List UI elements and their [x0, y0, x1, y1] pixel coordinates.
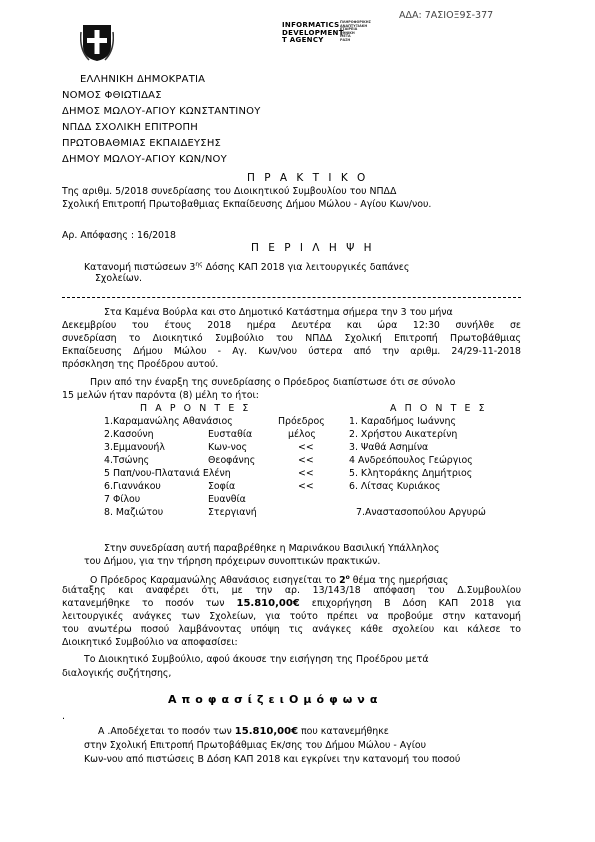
para4-line: διάταξης και αναφέρει ότι, με την αρ. 13/143/18 απόφαση του Δ.Συμβουλίου: [62, 585, 521, 596]
present-member-role: <<: [298, 481, 314, 492]
present-member-name: 6.Γιαννάκου: [104, 481, 161, 492]
present-member-first-name: Σοφία: [208, 481, 236, 492]
absent-member: 3. Ψαθά Ασημίνα: [349, 442, 429, 453]
para6-line: στην Σχολική Επιτροπή Πρωτοβάθμιας Εκ/σης του Δήμου Μώλου - Αγίου: [84, 740, 427, 751]
amount: 15.810,00€: [236, 598, 300, 609]
para5-line: Το Διοικητικό Συμβούλιο, αφού άκουσε την εισήγηση της Προέδρου μετά: [84, 654, 429, 665]
present-member-role: Πρόεδρος: [278, 416, 325, 427]
para4-line: λειτουργικές ανάγκες των Σχολείων, για τούτο πρέπει να προβούμε στην κατανομή: [62, 611, 521, 622]
perilipsi-line: Κατανομή πιστώσεων $3^{\eta\varsigma}$ Δόσης ΚΑΠ 2018 για λειτουργικές δαπάνες: [84, 261, 410, 274]
header-line: ΕΛΛΗΝΙΚΗ ΔΗΜΟΚΡΑΤΙΑ: [80, 74, 206, 85]
decision-heading: Α π ο φ α σ ί ζ ε ι Ο μ ό φ ω ν α: [168, 693, 378, 706]
praktiko-line: Σχολική Επιτροπή Πρωτοβαθμιας Εκπαίδευσης Δήμου Μώλου - Αγίου Κων/νου.: [62, 199, 432, 210]
present-member-role: <<: [298, 455, 314, 466]
present-member-role: <<: [298, 442, 314, 453]
para1-line: Εκπαίδευσης Δήμου Μώλου - Αγ. Κων/νου ύστερα από την αριθμ. 24/29-11-2018: [62, 346, 521, 357]
present-member-first-name: Ευσταθία: [208, 429, 253, 440]
perilipsi-line: Σχολείων.: [95, 273, 142, 284]
para4-line: κατανεμήθηκε το ποσόν των 15.810,00€ επιχορήγηση Β Δόση ΚΑΠ 2018 για: [62, 598, 522, 609]
present-member-first-name: Στεργιανή: [208, 507, 257, 518]
para6-line: Α .Αποδέχεται το ποσόν των 15.810,00€ που κατανεμήθηκε: [98, 726, 389, 737]
present-member-name: 1.Καραμανώλης Αθανάσιος: [104, 416, 233, 427]
present-member-role: <<: [298, 468, 314, 479]
absent-header: Α Π Ο Ν Τ Ε Σ: [390, 403, 488, 414]
header-line: ΔΗΜΟΣ ΜΩΛΟΥ-ΑΓΙΟΥ ΚΩΝΣΤΑΝΤΙΝΟΥ: [62, 106, 261, 117]
para4-line: του ανωτέρω ποσού λαμβάνοντας υπόψη τις ανάγκες κάθε σχολείου και κάλεσε το: [62, 624, 521, 635]
praktiko-line: Της αριθμ. 5/2018 συνεδρίασης του Διοικητικού Συμβουλίου του ΝΠΔΔ: [62, 186, 397, 197]
para6-line: Κων-νου από πιστώσεις Β Δόση ΚΑΠ 2018 και εγκρίνει την κατανομή του ποσού: [84, 754, 461, 765]
absent-member: 6. Λίτσας Κυριάκος: [349, 481, 441, 492]
para4-line: Ο Πρόεδρος Καραμανώλης Αθανάσιος εισηγείται το $2^o$ θέμα της ημερήσιας: [90, 574, 449, 587]
praktiko-title: Π Ρ Α Κ Τ Ι Κ Ο: [247, 172, 369, 184]
amount: 15.810,00€: [234, 726, 299, 737]
present-member-name: 5 Παπ/νου-Πλατανιά Ελένη: [104, 468, 231, 479]
header-line: ΔΗΜΟΥ ΜΩΛΟΥ-ΑΓΙΟΥ ΚΩΝ/ΝΟΥ: [62, 154, 227, 165]
present-member-name: 3.Εμμανουήλ: [104, 442, 165, 453]
logo-line: INFORMATICS: [282, 21, 340, 29]
present-member-first-name: Θεοφάνης: [208, 455, 256, 466]
dot-mark: .: [62, 711, 65, 722]
present-member-first-name: Ευανθία: [208, 494, 246, 505]
ada-code: ΑΔΑ: 7ΑΣΙΟΞ9Σ-377: [399, 10, 494, 21]
absent-member: 5. Κλητοράκης Δημήτριος: [349, 468, 473, 479]
present-member-name: 2.Κασούνη: [104, 429, 154, 440]
header-line: ΝΟΜΟΣ ΦΘΙΩΤΙΔΑΣ: [62, 90, 162, 101]
para1-line: πρόσκληση της Προέδρου αυτού.: [62, 359, 219, 370]
present-member-name: 4.Τσώνης: [104, 455, 150, 466]
logo-small-text: ΠΛΗΡΟΦΟΡΙΚΗΣ ΑΝΑΠΤΥΞΙΑΚΗ ΕΤΑΙΡΕΙΑ ΕΘΝΙΚΗ ΜΕΤΑ ΡΑΣΗ: [340, 20, 371, 42]
para1-line: Στα Καμένα Βούρλα και στο Δημοτικό Κατάστημα σήμερα την 3 του μήνα: [104, 307, 453, 318]
decision-number: Αρ. Απόφασης : 16/2018: [62, 230, 176, 241]
logo-line: DEVELOPMENT: [282, 28, 344, 37]
informatics-logo: [282, 22, 344, 45]
absent-member: 1. Καραδήμος Ιωάννης: [349, 416, 456, 427]
logo-line: T AGENCY: [282, 36, 324, 44]
para1-line: συνεδρίαση το Διοικητικό Συμβούλιο του ΝΠΔΔ Σχολική Επιτροπή Πρωτοβάθμιας: [62, 333, 521, 344]
absent-member: 2. Χρήστου Αικατερίνη: [349, 429, 458, 440]
greek-emblem-icon: [80, 22, 114, 62]
present-member-name: 8. Μαζιώτου: [104, 507, 164, 518]
present-member-name: 7 Φίλου: [104, 494, 141, 505]
present-member-first-name: Κων-νος: [208, 442, 248, 453]
absent-member: 7.Αναστασοπούλου Αργυρώ: [356, 507, 486, 518]
present-member-role: μέλος: [288, 429, 316, 440]
para4-line: Διοικητικό Συμβούλιο να αποφασίσει:: [62, 637, 238, 648]
para2-line: Πριν από την έναρξη της συνεδρίασης ο Πρόεδρος διαπίστωσε ότι σε σύνολο: [90, 377, 456, 388]
para2-line: 15 μελών ήταν παρόντα (8) μέλη το ήτοι:: [62, 390, 259, 401]
para3-line: του Δήμου, για την τήρηση πρόχειρων συνοπτικών πρακτικών.: [84, 556, 381, 567]
para1-line: Δεκεμβρίου του έτους 2018 ημέρα Δευτέρα και ώρα 12:30 συνήλθε σε: [62, 320, 521, 331]
header-line: ΠΡΩΤΟΒΑΘΜΙΑΣ ΕΚΠΑΙΔΕΥΣΗΣ: [62, 138, 222, 149]
absent-member: 4 Ανδρεόπουλος Γεώργιος: [349, 455, 473, 466]
para3-line: Στην συνεδρίαση αυτή παραβρέθηκε η Μαρινάκου Βασιλική Υπάλληλος: [104, 543, 440, 554]
present-header: Π Α Ρ Ο Ν Τ Ε Σ: [140, 403, 251, 414]
dashed-divider: [62, 297, 521, 298]
para5-line: διαλογικής συζήτησης,: [62, 668, 172, 679]
perilipsi-title: Π Ε Ρ Ι Λ Η Ψ Η: [251, 242, 375, 254]
header-line: ΝΠΔΔ ΣΧΟΛΙΚΗ ΕΠΙΤΡΟΠΗ: [62, 122, 198, 133]
